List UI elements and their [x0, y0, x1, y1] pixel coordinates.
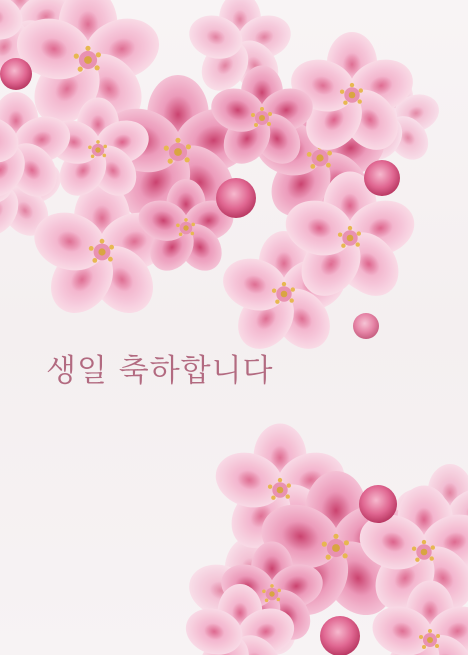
bottom-blossom-cluster — [180, 424, 468, 655]
birthday-greeting: 생일 축하합니다 — [46, 353, 274, 389]
